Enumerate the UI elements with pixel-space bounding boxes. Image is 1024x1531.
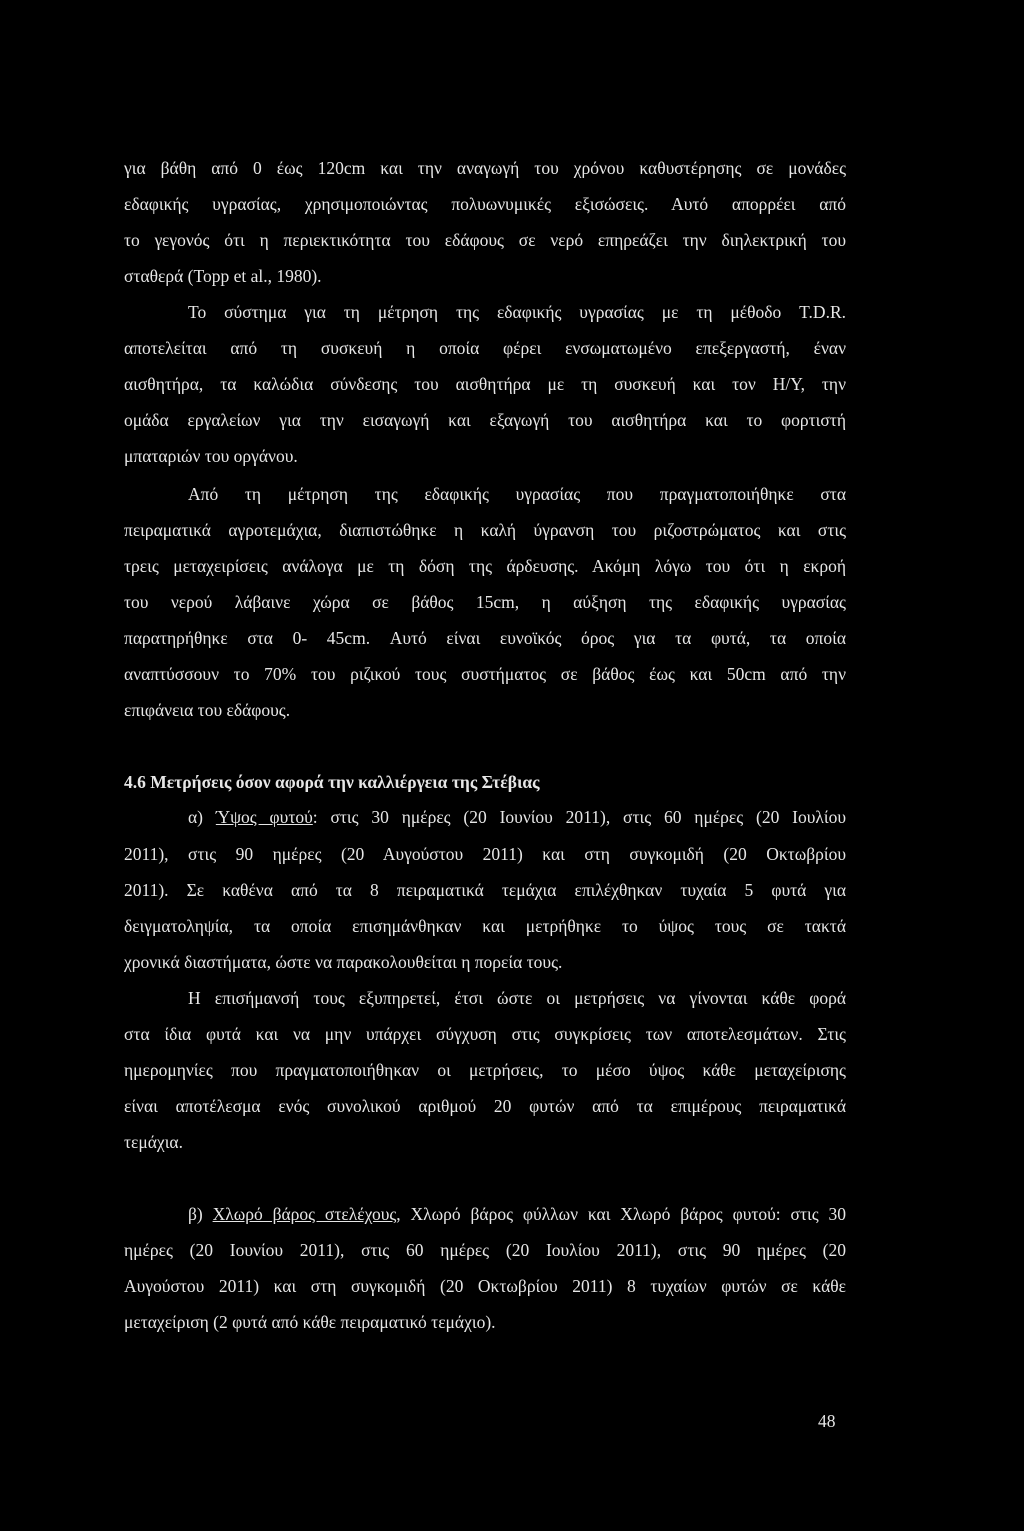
paragraph-line: Η επισήμανσή τους εξυπηρετεί, έτσι ώστε οι μετρήσεις να γίνονται κάθε φορά bbox=[188, 988, 846, 1008]
paragraph-line: πειραματικά αγροτεμάχια, διαπιστώθηκε η καλή ύγρανση του ριζοστρώματος και στις bbox=[124, 520, 846, 540]
paragraph-line: ομάδα εργαλείων για την εισαγωγή και εξαγωγή του αισθητήρα και το φορτιστή bbox=[124, 410, 846, 430]
paragraph-line: εδαφικής υγρασίας, χρησιμοποιώντας πολυωνυμικές εξισώσεις. Αυτό απορρέει από bbox=[124, 194, 846, 214]
paragraph-line: Αυγούστου 2011) και στη συγκομιδή (20 Οκτωβρίου 2011) 8 τυχαίων φυτών σε κάθε bbox=[124, 1276, 846, 1296]
paragraph-line: 2011), στις 90 ημέρες (20 Αυγούστου 2011) και στη συγκομιδή (20 Οκτωβρίου bbox=[124, 844, 846, 864]
paragraph-line: αποτελείται από τη συσκευή η οποία φέρει ενσωματωμένο επεξεργαστή, έναν bbox=[124, 338, 846, 358]
section-heading: 4.6 Μετρήσεις όσον αφορά την καλλιέργεια της Στέβιας bbox=[124, 772, 540, 792]
paragraph-line: ημέρες (20 Ιουνίου 2011), στις 60 ημέρες (20 Ιουλίου 2011), στις 90 ημέρες (20 bbox=[124, 1240, 846, 1260]
paragraph-line: επιφάνεια του εδάφους. bbox=[124, 700, 291, 720]
paragraph-line: αισθητήρα, τα καλώδια σύνδεσης του αισθητήρα με τη συσκευή και τον Η/Υ, την bbox=[124, 374, 846, 394]
item-a-prefix: α) bbox=[188, 807, 216, 827]
item-b-first-line bbox=[188, 1203, 846, 1225]
paragraph-line: δειγματοληψία, τα οποία επισημάνθηκαν και μετρήθηκε το ύψος τους σε τακτά bbox=[124, 916, 846, 936]
item-b-prefix: β) bbox=[188, 1204, 213, 1224]
paragraph-line: παρατηρήθηκε στα 0- 45cm. Αυτό είναι ευνοϊκός όρος για τα φυτά, τα οποία bbox=[124, 628, 846, 648]
paragraph-line: μπαταριών του οργάνου. bbox=[124, 446, 298, 466]
item-a-first-line bbox=[188, 806, 846, 828]
paragraph-line: αναπτύσσουν το 70% του ριζικού τους συστήματος σε βάθος έως και 50cm από την bbox=[124, 664, 846, 684]
paragraph-line: ημερομηνίες που πραγματοποιήθηκαν οι μετρήσεις, το μέσο ύψος κάθε μεταχείρισης bbox=[124, 1060, 846, 1080]
paragraph-line: για βάθη από 0 έως 120cm και την αναγωγή του χρόνου καθυστέρησης σε μονάδες bbox=[124, 158, 846, 178]
paragraph-line: στα ίδια φυτά και να μην υπάρχει σύγχυση στις συγκρίσεις των αποτελεσμάτων. Στις bbox=[124, 1024, 846, 1044]
paragraph-line: τρεις μεταχειρίσεις ανάλογα με τη δόση της άρδευσης. Ακόμη λόγω του ότι η εκροή bbox=[124, 556, 846, 576]
item-a-rest: : στις 30 ημέρες (20 Ιουνίου 2011), στις 60 ημέρες (20 Ιουλίου bbox=[312, 807, 847, 827]
paragraph-line: 2011). Σε καθένα από τα 8 πειραματικά τεμάχια επιλέχθηκαν τυχαία 5 φυτά για bbox=[124, 880, 846, 900]
paragraph-line: μεταχείριση (2 φυτά από κάθε πειραματικό τεμάχιο). bbox=[124, 1312, 496, 1332]
paragraph-line: το γεγονός ότι η περιεκτικότητα του εδάφους σε νερό επηρεάζει την διηλεκτρική του bbox=[124, 230, 846, 250]
paragraph-line: Το σύστημα για τη μέτρηση της εδαφικής υγρασίας με τη μέθοδο T.D.R. bbox=[188, 302, 846, 322]
paragraph-line: Από τη μέτρηση της εδαφικής υγρασίας που πραγματοποιήθηκε στα bbox=[188, 484, 846, 504]
item-b-rest: , Χλωρό βάρος φύλλων και Χλωρό βάρος φυτού: στις 30 bbox=[396, 1204, 846, 1224]
paragraph-line: του νερού λάβαινε χώρα σε βάθος 15cm, η αύξηση της εδαφικής υγρασίας bbox=[124, 592, 846, 612]
paragraph-line: χρονικά διαστήματα, ώστε να παρακολουθείται η πορεία τους. bbox=[124, 952, 563, 972]
item-b-term: Χλωρό βάρος στελέχους bbox=[212, 1204, 397, 1224]
item-a-term: Ύψος φυτού bbox=[215, 807, 313, 827]
paragraph-line: τεμάχια. bbox=[124, 1132, 183, 1152]
paragraph-line: είναι αποτέλεσμα ενός συνολικού αριθμού 20 φυτών από τα επιμέρους πειραματικά bbox=[124, 1096, 846, 1116]
page-number: 48 bbox=[818, 1411, 836, 1431]
paragraph-line: σταθερά (Topp et al., 1980). bbox=[124, 266, 322, 286]
